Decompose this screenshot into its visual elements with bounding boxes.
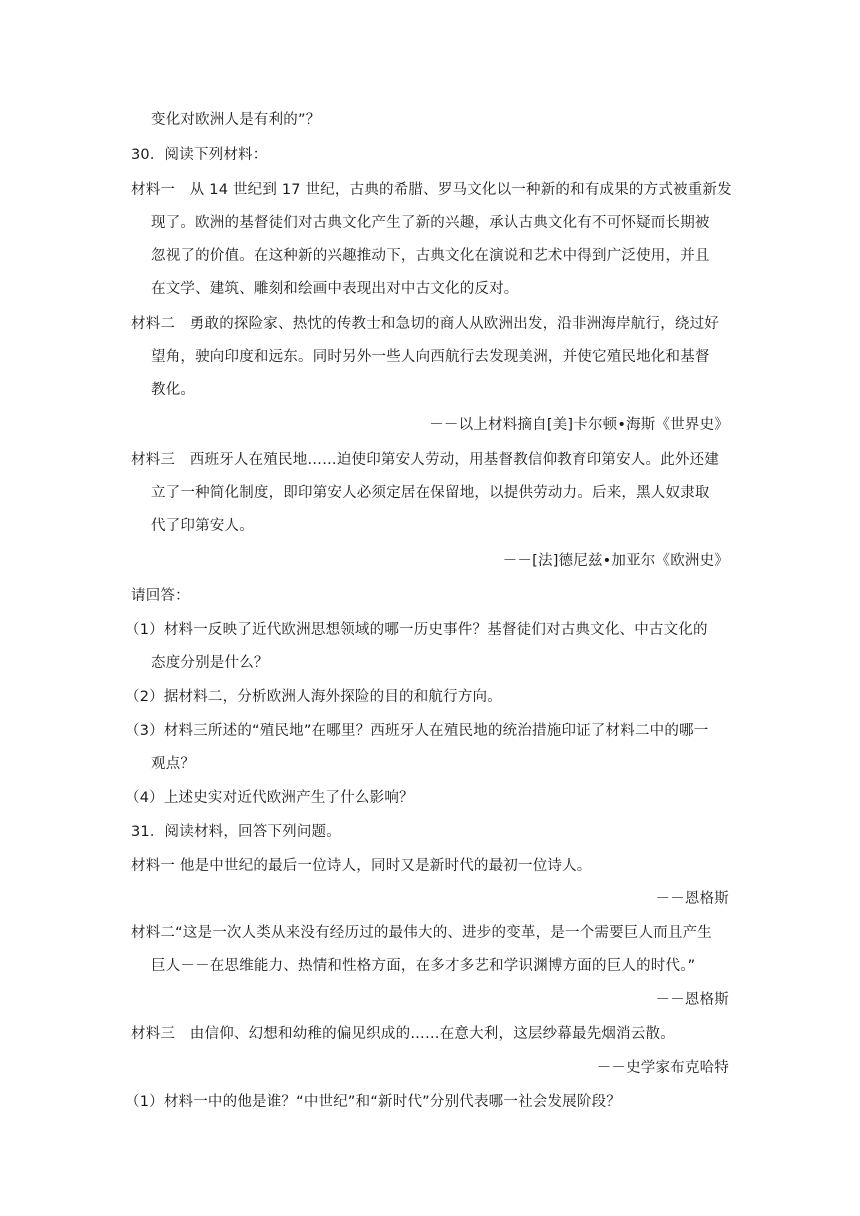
q31-material2-line1: 材料二“这是一次人类从来没有经历过的最伟大的、进步的变革，是一个需要巨人而且产生 — [131, 925, 713, 941]
q30-question4: （4）上述史实对近代欧洲产生了什么影响？ — [125, 790, 414, 806]
q30-question3-line2: 观点？ — [151, 756, 196, 772]
q29-tail: 变化对欧洲人是有利的”？ — [151, 112, 321, 128]
q30-material3-source: －－[法]德尼兹•加亚尔《欧洲史》 — [502, 553, 729, 569]
q30-title: 30．阅读下列材料： — [131, 147, 268, 163]
q30-question1-line2: 态度分别是什么？ — [151, 655, 269, 671]
q30-question3-line1: （3）材料三所述的“殖民地”在哪里？西班牙人在殖民地的统治措施印证了材料二中的哪一 — [125, 723, 709, 739]
q30-question2: （2）据材料二，分析欧洲人海外探险的目的和航行方向。 — [125, 689, 502, 705]
q31-material1-source: －－恩格斯 — [655, 891, 729, 907]
q30-material3-line2: 立了一种简化制度，即印第安人必须定居在保留地，以提供劳动力。后来，黑人奴隶取 — [151, 485, 710, 501]
q31-material2-source: －－恩格斯 — [655, 992, 729, 1008]
q30-material1-line1: 材料一 从 14 世纪到 17 世纪，古典的希腊、罗马文化以一种新的和有成果的方式被重新发 — [131, 182, 732, 198]
q30-material2-source: －－以上材料摘自[美]卡尔顿•海斯《世界史》 — [429, 417, 729, 433]
q30-material1-line2: 现了。欧洲的基督徒们对古典文化产生了新的兴趣，承认古典文化有不可怀疑而长期被 — [151, 215, 710, 231]
q30-material2-line2: 望角，驶向印度和远东。同时另外一些人向西航行去发现美洲，并使它殖民地化和基督 — [151, 349, 710, 365]
q30-material1-line4: 在文学、建筑、雕刻和绘画中表现出对中古文化的反对。 — [151, 281, 519, 297]
q31-material3-source: －－史学家布克哈特 — [596, 1060, 729, 1076]
q30-material1-line3: 忽视了的价值。在这种新的兴趣推动下，古典文化在演说和艺术中得到广泛使用，并且 — [151, 248, 710, 264]
q30-material2-line1: 材料二 勇敢的探险家、热忱的传教士和急切的商人从欧洲出发，沿非洲海岸航行，绕过好 — [131, 316, 719, 332]
q30-material3-line1: 材料三 西班牙人在殖民地……迫使印第安人劳动，用基督教信仰教育印第安人。此外还建 — [131, 452, 719, 468]
q30-material2-line3: 教化。 — [151, 382, 196, 398]
q31-question1: （1）材料一中的他是谁？“中世纪”和“新时代”分别代表哪一社会发展阶段？ — [125, 1094, 621, 1110]
q30-ask: 请回答： — [131, 588, 190, 604]
q30-material3-line3: 代了印第安人。 — [151, 518, 254, 534]
q31-material1: 材料一 他是中世纪的最后一位诗人，同时又是新时代的最初一位诗人。 — [131, 858, 592, 874]
q30-question1-line1: （1）材料一反映了近代欧洲思想领域的哪一历史事件？基督徒们对古典文化、中古文化的 — [125, 622, 708, 638]
q31-material3: 材料三 由信仰、幻想和幼稚的偏见织成的……在意大利，这层纱幕最先烟消云散。 — [131, 1026, 675, 1042]
q31-title: 31．阅读材料，回答下列问题。 — [131, 824, 341, 840]
q31-material2-line2: 巨人－－在思维能力、热情和性格方面，在多才多艺和学识渊博方面的巨人的时代。” — [151, 958, 696, 974]
